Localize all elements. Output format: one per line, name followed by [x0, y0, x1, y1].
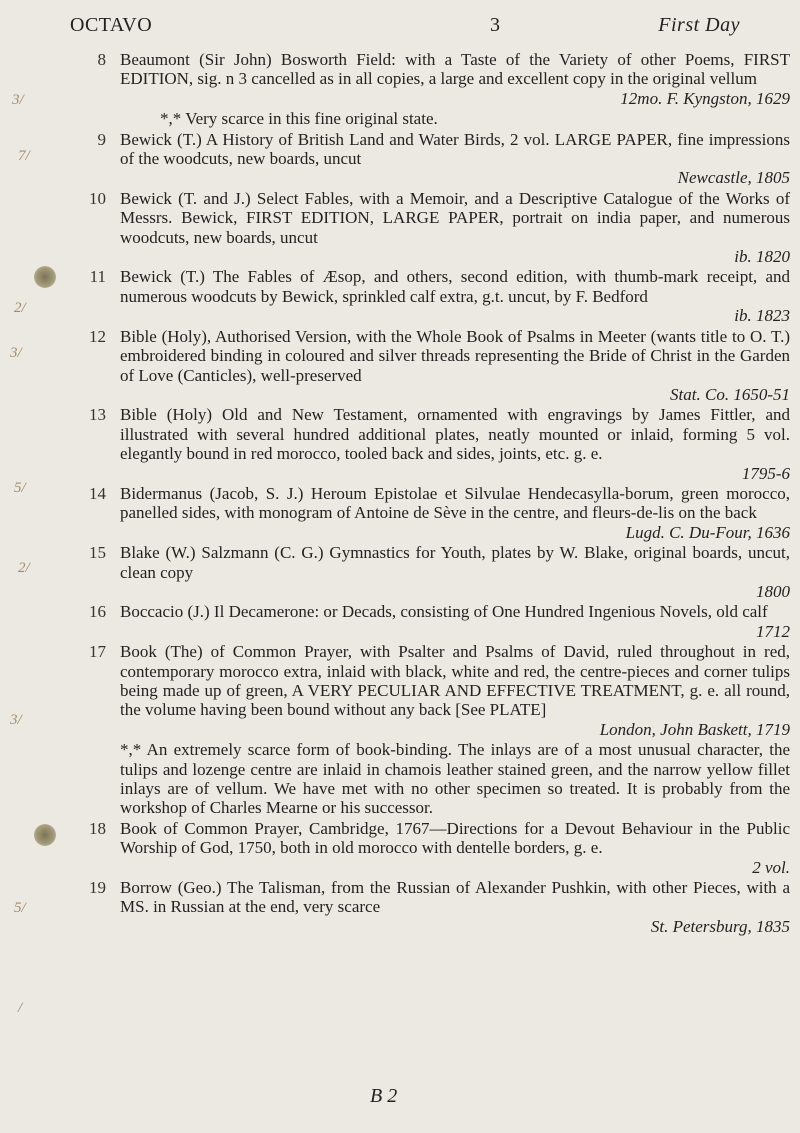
header-format: OCTAVO: [70, 14, 153, 36]
catalogue-entry: [70, 819, 790, 877]
margin-note: 2/: [14, 300, 26, 316]
header-day: First Day: [658, 14, 740, 36]
catalogue-entry: [70, 327, 790, 405]
catalogue-entries: [70, 50, 790, 937]
entry-description: Borrow (Geo.) The Talisman, from the Russian of Alexander Pushkin, with other Pieces, with a MS. in Russian at the end, very scarce: [120, 878, 790, 917]
catalogue-entry: [70, 189, 790, 267]
lot-number: 16: [89, 602, 106, 622]
entry-description: Bewick (T. and J.) Select Fables, with a Memoir, and a Descriptive Catalogue of the Works of Messrs. Bewick, FIRST EDITION, LARGE PAPER, portrait on india paper, and numerous woodcuts, new boards, uncut: [120, 188, 790, 247]
catalogue-entry: [70, 602, 790, 641]
entry-imprint: 1795-6: [741, 463, 790, 483]
entry-imprint: 2 vol.: [752, 857, 790, 877]
entry-note: *,* An extremely scarce form of book-binding. The inlays are of a most unusual character, the tulips and lozenge centre are inlaid in chamois leather stained green, and the narrow yellow fillet inlays are of vellum. We have met with no other specimen so treated. It is probably from the workshop of Charles Mearne or his successor.: [120, 740, 790, 818]
entry-imprint: 1712: [756, 621, 790, 641]
entry-imprint: Stat. Co. 1650-51: [670, 384, 790, 404]
entry-description: Bidermanus (Jacob, S. J.) Heroum Epistolae et Silvulae Hendecasylla-borum, green morocco, panelled sides, with monogram of Antoine de Sève in the centre, and fleurs-de-lis on the back: [120, 483, 790, 523]
lot-number: 19: [89, 878, 106, 898]
lot-number: 8: [97, 50, 106, 69]
catalogue-entry: [70, 267, 790, 325]
lot-number: 10: [89, 188, 106, 208]
entry-imprint: ib. 1820: [734, 247, 790, 267]
lot-number: 13: [89, 405, 106, 425]
ink-stain: [34, 266, 56, 288]
catalogue-entry: [70, 50, 790, 129]
margin-note: 3/: [10, 345, 22, 361]
entry-description: Beaumont (Sir John) Bosworth Field: with a Taste of the Variety of other Poems, FIRST EDITION, sig. n 3 cancelled as in all copies, a large and excellent copy in the original vellum: [120, 50, 790, 89]
margin-note: 7/: [18, 148, 30, 164]
entry-imprint: St. Petersburg, 1835: [650, 916, 790, 936]
catalogue-entry: [70, 543, 790, 601]
catalogue-entry: [70, 642, 790, 818]
margin-note: 5/: [14, 480, 26, 496]
entry-description: Book of Common Prayer, Cambridge, 1767—Directions for a Devout Behaviour in the Public Worship of God, 1750, both in old morocco with dentelle borders, g. e.: [120, 818, 790, 858]
entry-description: Bible (Holy), Authorised Version, with the Whole Book of Psalms in Meeter (wants title to O. T.) embroidered binding in coloured and silver threads representing the Bride of Christ in the Garden of Love (Canticles), well-preserved: [120, 326, 790, 385]
lot-number: 14: [89, 483, 106, 503]
signature-mark: B 2: [370, 1085, 398, 1107]
entry-description: Bewick (T.) A History of British Land and Water Birds, 2 vol. LARGE PAPER, fine impressions of the woodcuts, new boards, uncut: [120, 129, 790, 169]
lot-number: 12: [89, 326, 106, 346]
entry-note: *,* Very scarce in this fine original state.: [160, 109, 438, 129]
entry-imprint: London, John Baskett, 1719: [599, 719, 790, 739]
entry-imprint: 12mo. F. Kyngston, 1629: [620, 88, 790, 108]
running-header: [70, 14, 740, 44]
lot-number: 11: [89, 267, 106, 287]
page-number: 3: [490, 14, 501, 36]
margin-note: 3/: [12, 92, 24, 108]
catalogue-entry: [70, 405, 790, 483]
lot-number: 17: [89, 642, 106, 662]
entry-imprint: ib. 1823: [734, 306, 790, 326]
entry-description: Boccacio (J.) Il Decamerone: or Decads, consisting of One Hundred Ingenious Novels, old calf: [120, 602, 768, 622]
entry-description: Bewick (T.) The Fables of Æsop, and others, second edition, with thumb-mark receipt, and numerous woodcuts by Bewick, sprinkled calf extra, g.t. uncut, by F. Bedford: [120, 267, 790, 306]
entry-description: Book (The) of Common Prayer, with Psalter and Psalms of David, ruled throughout in red, contemporary morocco extra, inlaid with black, white and red, the centre-pieces and corner tulips being made up of green, A VERY PECULIAR AND EFFECTIVE TREATMENT, g. e. all round, the volume having been bound without any back [See PLATE]: [120, 642, 790, 720]
entry-description: Bible (Holy) Old and New Testament, ornamented with engravings by James Fittler, and illustrated with several hundred additional plates, neatly mounted or inlaid, forming 5 vol. elegantly bound in red morocco, tooled back and sides, joints, etc. g. e.: [120, 405, 790, 464]
entry-imprint: Lugd. C. Du-Four, 1636: [625, 522, 790, 542]
entry-imprint: Newcastle, 1805: [677, 168, 790, 188]
margin-note: 2/: [18, 560, 30, 576]
lot-number: 9: [97, 129, 106, 149]
catalogue-entry: [70, 130, 790, 188]
margin-note: 3/: [10, 712, 22, 728]
catalogue-entry: [70, 484, 790, 542]
margin-note: /: [18, 1000, 23, 1016]
catalogue-entry: [70, 878, 790, 936]
margin-annotations: [0, 0, 60, 1133]
lot-number: 15: [89, 543, 106, 563]
entry-imprint: 1800: [756, 581, 790, 601]
lot-number: 18: [89, 818, 106, 838]
entry-description: Blake (W.) Salzmann (C. G.) Gymnastics for Youth, plates by W. Blake, original boards, uncut, clean copy: [120, 543, 790, 582]
ink-stain: [34, 824, 56, 846]
margin-note: 5/: [14, 900, 26, 916]
